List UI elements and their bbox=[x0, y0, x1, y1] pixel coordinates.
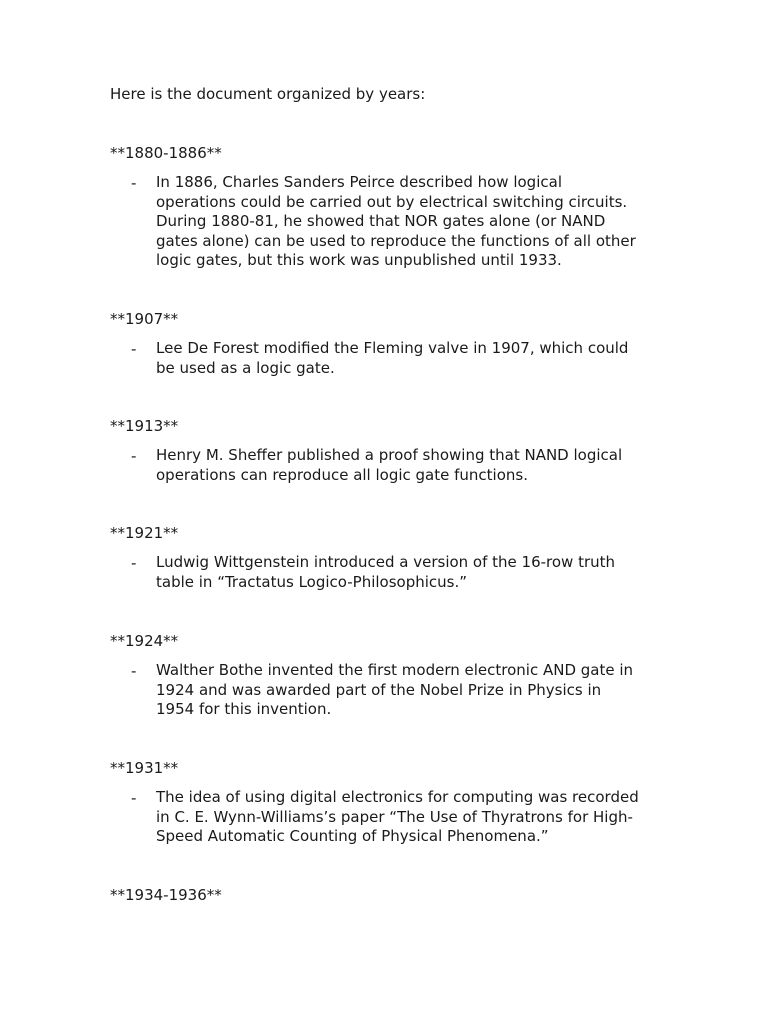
bullet-line: be used as a logic gate. bbox=[156, 358, 335, 377]
section-heading-1924: **1924** bbox=[110, 632, 179, 650]
bullet-line: The idea of using digital electronics for computing was recorded bbox=[156, 788, 639, 806]
bullet-text-1931 bbox=[156, 788, 666, 847]
bullet-line: During 1880-81, he showed that NOR gates alone (or NAND bbox=[156, 212, 606, 230]
bullet-text-1921 bbox=[156, 553, 666, 592]
section-heading-1934-1936: **1934-1936** bbox=[110, 886, 222, 904]
bullet-marker: - bbox=[131, 447, 137, 465]
bullet-marker: - bbox=[131, 340, 137, 358]
bullet-text-1907 bbox=[156, 339, 666, 378]
section-heading-1921: **1921** bbox=[110, 524, 179, 542]
bullet-line: gates alone) can be used to reproduce the functions of all other bbox=[156, 231, 636, 250]
bullet-text-1913 bbox=[156, 446, 666, 485]
bullet-text-1924 bbox=[156, 661, 666, 720]
bullet-line: Walther Bothe invented the first modern electronic AND gate in bbox=[156, 661, 634, 679]
bullet-line: Ludwig Wittgenstein introduced a version of the 16-row truth bbox=[156, 553, 616, 571]
bullet-text-1880-1886 bbox=[156, 173, 666, 271]
bullet-line: operations could be carried out by electrical switching circuits. bbox=[156, 192, 628, 211]
bullet-line: 1924 and was awarded part of the Nobel Prize in Physics in bbox=[156, 680, 602, 699]
intro-text: Here is the document organized by years: bbox=[110, 85, 426, 103]
bullet-line: table in “Tractatus Logico-Philosophicus.” bbox=[156, 572, 468, 591]
bullet-line: Lee De Forest modified the Fleming valve in 1907, which could bbox=[156, 339, 629, 357]
bullet-marker: - bbox=[131, 789, 137, 807]
bullet-marker: - bbox=[131, 174, 137, 192]
bullet-marker: - bbox=[131, 662, 137, 680]
section-heading-1931: **1931** bbox=[110, 759, 179, 777]
bullet-line: in C. E. Wynn-Williams’s paper “The Use of Thyratrons for High- bbox=[156, 807, 633, 826]
bullet-line: In 1886, Charles Sanders Peirce described how logical bbox=[156, 173, 562, 191]
bullet-marker: - bbox=[131, 554, 137, 572]
bullet-line: logic gates, but this work was unpublished until 1933. bbox=[156, 251, 562, 269]
section-heading-1880-1886: **1880-1886** bbox=[110, 144, 222, 162]
bullet-line: Henry M. Sheffer published a proof showing that NAND logical bbox=[156, 446, 623, 464]
bullet-line: 1954 for this invention. bbox=[156, 700, 332, 718]
section-heading-1907: **1907** bbox=[110, 310, 179, 328]
bullet-line: operations can reproduce all logic gate functions. bbox=[156, 465, 528, 484]
bullet-line: Speed Automatic Counting of Physical Phenomena.” bbox=[156, 827, 549, 845]
section-heading-1913: **1913** bbox=[110, 417, 179, 435]
